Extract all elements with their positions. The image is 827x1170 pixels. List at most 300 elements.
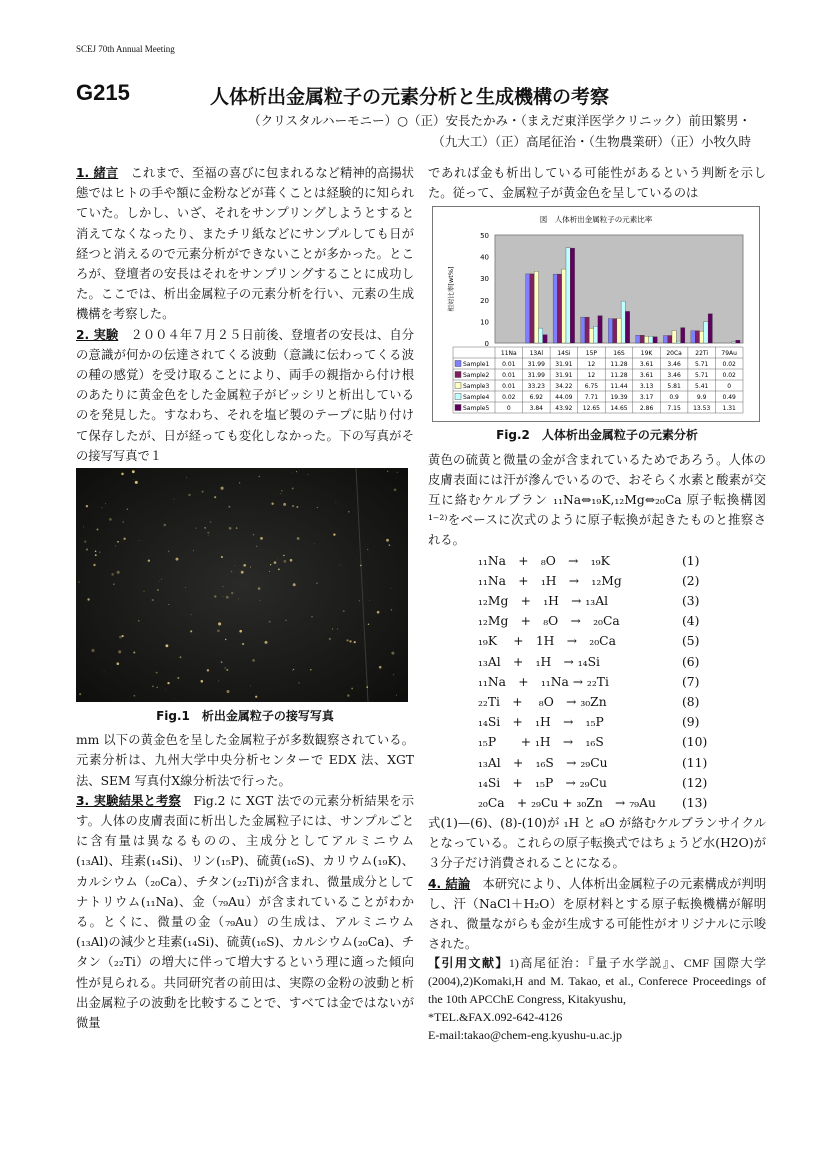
bar bbox=[543, 335, 547, 343]
gold-particle bbox=[242, 643, 244, 645]
gold-particle bbox=[95, 550, 97, 552]
data-label: 31.91 bbox=[555, 361, 573, 369]
gold-particle bbox=[115, 545, 116, 546]
equation-number: (9) bbox=[682, 715, 700, 730]
gold-particle bbox=[280, 493, 281, 494]
bar bbox=[562, 270, 566, 344]
gold-particle bbox=[93, 564, 95, 566]
legend-swatch bbox=[455, 405, 461, 411]
data-label: 6.75 bbox=[584, 383, 599, 391]
email: E-mail:takao@chem-eng.kyushu-u.ac.jp bbox=[428, 1028, 622, 1043]
data-label: 19.39 bbox=[610, 394, 628, 402]
gold-particle bbox=[298, 682, 299, 683]
bar bbox=[695, 331, 699, 343]
references bbox=[428, 954, 766, 1008]
equation-text: ₁₄Si + ₁H → ₁₅P bbox=[478, 715, 604, 730]
gold-particle bbox=[165, 644, 168, 647]
chart-svg bbox=[433, 207, 759, 421]
equations-block bbox=[428, 551, 766, 813]
gold-particle bbox=[269, 571, 270, 572]
data-label: 3.84 bbox=[529, 405, 543, 413]
x-tick-label: 13Al bbox=[529, 350, 544, 358]
gold-particle bbox=[101, 507, 102, 508]
gold-particle bbox=[239, 630, 242, 633]
gold-particle bbox=[159, 581, 160, 582]
fig1-photo bbox=[76, 468, 408, 702]
gold-particle bbox=[119, 636, 122, 639]
gold-particle bbox=[366, 686, 368, 688]
gold-particle bbox=[165, 689, 166, 690]
bar bbox=[557, 275, 561, 344]
gold-particle bbox=[377, 611, 380, 614]
authors-line-2: （九大工）（正）高尾征治・（生物農業研）（正）小牧久時 bbox=[432, 134, 751, 149]
equation-number: (2) bbox=[682, 573, 700, 588]
data-label: 3.61 bbox=[639, 372, 654, 380]
gold-particle bbox=[207, 532, 209, 534]
equation-text: ₂₀Ca + ₂₉Cu + ₃₀Zn → ₇₉Au bbox=[478, 795, 656, 810]
gold-particle bbox=[113, 583, 115, 585]
data-label: 9.9 bbox=[696, 394, 707, 402]
equation-row bbox=[428, 712, 766, 732]
equation-text: ₁₉K + 1H → ₂₀Ca bbox=[478, 634, 616, 649]
bar bbox=[636, 336, 640, 344]
paper-code: G215 bbox=[76, 80, 130, 105]
gold-particle bbox=[79, 693, 81, 695]
gold-particle bbox=[389, 544, 391, 546]
gold-particle bbox=[296, 471, 297, 472]
equation-number: (1) bbox=[682, 553, 700, 568]
authors bbox=[131, 110, 751, 152]
gold-particle bbox=[188, 494, 190, 496]
data-label: 6.92 bbox=[529, 394, 543, 402]
gold-particle bbox=[157, 687, 158, 688]
gold-particle bbox=[335, 502, 336, 503]
equation-number: (12) bbox=[682, 775, 708, 790]
gold-particle bbox=[105, 503, 106, 504]
bar bbox=[566, 248, 570, 343]
equation-text: ₂₂Ti + ₈O → ₃₀Zn bbox=[478, 694, 607, 709]
bar bbox=[585, 318, 589, 344]
gold-particle bbox=[258, 476, 259, 477]
equation-row bbox=[428, 793, 766, 813]
gold-particle bbox=[109, 518, 112, 521]
gold-particle bbox=[343, 610, 345, 612]
gold-particle bbox=[122, 635, 124, 637]
equation-row bbox=[428, 672, 766, 692]
gold-particle bbox=[176, 558, 179, 561]
gold-particle bbox=[218, 680, 219, 681]
gold-particle bbox=[122, 521, 124, 523]
data-label: 3.61 bbox=[639, 361, 654, 369]
data-label: 3.46 bbox=[667, 361, 681, 369]
y-tick-label: 20 bbox=[480, 297, 489, 306]
data-label: 2.86 bbox=[639, 405, 654, 413]
gold-particle bbox=[97, 529, 99, 531]
equation-number: (6) bbox=[682, 654, 700, 669]
bar bbox=[663, 336, 667, 344]
results-text: Fig.2 に XGT 法での元素分析結果を示す。人体の皮膚表面に析出した金属粒子には、サンプルごとに含有量は異なるものの、主成分としてアルミニウム(₁₃Al)、珪素(₁₄Si)、リン(₁₅P)、硫黄(₁₆S)、カリウム(₁₉K)、カルシウム（₂₀Ca）、チタン(₂₂Ti)が含まれ、微量成分としてナトリウム(₁₁Na)、金（₇₉Au）が含まれていることがわかる。とくに、微量の金（₇₉Au）の生成は、アルミニウム(₁₃Al)の減少と珪素(₁₄Si)、硫黄(₁₆S)、カルシウム(₂₀Ca)、チタン（₂₂Ti）の増大に伴って増大するという理に適った傾向性が見られる。共同研究者の前田は、実際の金粉の波動と析出金属粒子の波動を比較することで、すべては金ではないが微量 bbox=[76, 793, 414, 1031]
data-label: 5.71 bbox=[695, 372, 709, 380]
gold-particle bbox=[296, 506, 298, 508]
data-label: 0.02 bbox=[502, 394, 516, 402]
gold-particle bbox=[152, 599, 154, 601]
gold-particle bbox=[204, 527, 205, 528]
equation-text: ₁₃Al + ₁₆S → ₂₉Cu bbox=[478, 755, 608, 770]
right-text-2: 黄色の硫黄と微量の金が含まれているためであろう。人体の皮膚表面には汗が滲んでいるので、おそらく水素と酸素が交互に絡むケルブラン ₁₁Na⇔₁₉K,₁₂Mg⇔₂₀Ca 原子転換構図 ¹⁻²⁾をベースに次式のように原子転換が起きたものと推察される。 bbox=[428, 452, 766, 548]
gold-particle bbox=[186, 477, 187, 478]
y-tick-label: 50 bbox=[480, 232, 489, 241]
data-label: 34.22 bbox=[555, 383, 573, 391]
data-label: 7.71 bbox=[584, 394, 599, 402]
gold-particle bbox=[379, 666, 382, 669]
gold-particle bbox=[252, 659, 255, 662]
gold-particle bbox=[369, 600, 370, 601]
gold-particle bbox=[270, 564, 271, 565]
gold-particle bbox=[391, 652, 394, 655]
bar bbox=[653, 337, 657, 343]
equation-number: (13) bbox=[682, 795, 708, 810]
y-axis-label: 相対比率[wt%] bbox=[447, 266, 455, 312]
intro-heading: 1. 緒言 bbox=[76, 166, 119, 180]
gold-particle bbox=[84, 541, 86, 543]
data-label: 0.01 bbox=[502, 361, 516, 369]
gold-particle bbox=[180, 656, 182, 658]
gold-particle bbox=[229, 527, 232, 530]
equation-number: (7) bbox=[682, 674, 700, 689]
equation-row bbox=[428, 652, 766, 672]
data-label: 31.99 bbox=[527, 372, 545, 380]
y-tick-label: 10 bbox=[480, 318, 489, 327]
bar bbox=[700, 332, 704, 344]
bar bbox=[691, 331, 695, 343]
legend-label: Sample4 bbox=[463, 394, 490, 402]
meeting-name: SCEJ 70th Annual Meeting bbox=[76, 44, 175, 54]
data-label: 1.31 bbox=[722, 405, 736, 413]
equation-text: ₁₁Na + ₈O → ₁₉K bbox=[478, 553, 610, 568]
bar bbox=[539, 329, 543, 344]
bar bbox=[731, 342, 735, 343]
left-column bbox=[76, 163, 414, 1033]
data-label: 33.23 bbox=[527, 383, 545, 391]
data-label: 11.28 bbox=[610, 372, 628, 380]
tel-fax: *TEL.&FAX.092-642-4126 bbox=[428, 1010, 563, 1025]
gold-particle bbox=[225, 639, 226, 640]
y-tick-label: 30 bbox=[480, 275, 489, 284]
bar bbox=[608, 319, 612, 343]
conclusion-text: 本研究により、人体析出金属粒子の元素構成が判明し、汗（NaCl＋H₂O）を原材料とする原子転換機構が解明され、微量ながらも金が生成する可能性がオリジナルに示唆された。 bbox=[428, 876, 766, 952]
data-label: 0.02 bbox=[722, 361, 736, 369]
gold-particle bbox=[161, 579, 162, 580]
gold-particle bbox=[177, 677, 179, 679]
intro-paragraph bbox=[76, 163, 414, 325]
gold-particle bbox=[78, 581, 80, 583]
gold-particle bbox=[99, 552, 100, 553]
legend-swatch bbox=[455, 383, 461, 389]
equation-number: (3) bbox=[682, 594, 700, 608]
gold-particle bbox=[227, 690, 230, 693]
gold-particle bbox=[397, 472, 398, 473]
bar bbox=[621, 302, 625, 344]
gold-particle bbox=[265, 641, 268, 644]
gold-particle bbox=[347, 694, 350, 697]
x-tick-label: 19K bbox=[640, 350, 653, 358]
experiment-heading: 2. 実験 bbox=[76, 327, 119, 342]
gold-particle bbox=[258, 587, 261, 590]
x-tick-label: 22Ti bbox=[695, 350, 709, 358]
gold-particle bbox=[167, 682, 169, 684]
gold-particle bbox=[221, 661, 223, 663]
gold-particle bbox=[201, 680, 204, 683]
gold-particle bbox=[271, 503, 273, 505]
gold-particle bbox=[310, 669, 312, 671]
data-label: 11.28 bbox=[610, 361, 628, 369]
gold-particle bbox=[83, 526, 84, 527]
equation-number: (4) bbox=[682, 614, 700, 629]
gold-particle bbox=[285, 620, 286, 621]
legend-label: Sample5 bbox=[463, 405, 490, 413]
gold-particle bbox=[260, 537, 263, 540]
gold-particle bbox=[339, 565, 340, 566]
references-text: 1)高尾征治：『量子水学説』、CMF 国際大学(2004),2)Komaki,H and M. Takao, et al., Conferece Proceedings of the 10th APCChE Congress, Kitakyushu, bbox=[428, 956, 766, 1007]
experiment-paragraph bbox=[76, 325, 414, 466]
gold-particle bbox=[367, 549, 368, 550]
bar bbox=[668, 336, 672, 344]
bar bbox=[676, 342, 680, 344]
bar bbox=[534, 272, 538, 344]
equation-number: (10) bbox=[682, 735, 708, 750]
gold-particle bbox=[134, 695, 136, 697]
gold-particle bbox=[116, 662, 119, 665]
data-label: 11.44 bbox=[610, 383, 628, 391]
results-paragraph bbox=[76, 791, 414, 1033]
chart-title: 図 人体析出金属粒子の元素比率 bbox=[539, 215, 653, 225]
legend-swatch bbox=[455, 394, 461, 400]
x-tick-label: 20Ca bbox=[666, 350, 682, 358]
gold-particle bbox=[238, 598, 239, 599]
equation-text: ₁₄Si + ₁₅P → ₂₉Cu bbox=[478, 775, 607, 790]
gold-particle bbox=[174, 499, 175, 500]
gold-particle bbox=[221, 556, 223, 558]
data-label: 12 bbox=[587, 372, 596, 380]
gold-particle bbox=[157, 589, 159, 591]
gold-particle bbox=[191, 614, 192, 615]
equation-text: ₁₁Na + ₁₁Na → ₂₂Ti bbox=[478, 674, 609, 689]
gold-particle bbox=[111, 573, 114, 576]
gold-particle bbox=[214, 595, 216, 597]
gold-particle bbox=[164, 524, 167, 527]
gold-particle bbox=[104, 672, 105, 673]
gold-particle bbox=[226, 596, 229, 599]
gold-particle bbox=[91, 649, 94, 652]
data-label: 44.09 bbox=[555, 394, 573, 402]
gold-particle bbox=[86, 548, 88, 550]
equation-number: (11) bbox=[682, 755, 708, 770]
gold-particle bbox=[332, 628, 333, 629]
y-tick-label: 0 bbox=[484, 340, 489, 349]
gold-particle bbox=[291, 473, 292, 474]
gold-particle bbox=[290, 559, 293, 562]
gold-particle bbox=[278, 569, 280, 571]
gold-particle bbox=[348, 511, 350, 513]
gold-particle bbox=[208, 535, 209, 536]
gold-particle bbox=[317, 507, 318, 508]
gold-particle bbox=[133, 479, 134, 480]
equation-text: ₁₁Na + ₁H → ₁₂Mg bbox=[478, 573, 622, 588]
bar bbox=[613, 319, 617, 343]
gold-particle bbox=[193, 550, 194, 551]
data-label: 3.17 bbox=[639, 394, 654, 402]
bar bbox=[530, 274, 534, 343]
gold-particle bbox=[281, 490, 283, 492]
gold-particle bbox=[354, 641, 356, 643]
data-label: 31.91 bbox=[555, 372, 573, 380]
gold-particle bbox=[277, 558, 278, 559]
gold-particle bbox=[292, 505, 294, 507]
gold-particle bbox=[224, 667, 226, 669]
equation-row bbox=[428, 692, 766, 712]
gold-particle bbox=[118, 650, 121, 653]
gold-particle bbox=[337, 629, 338, 630]
gold-particle bbox=[190, 630, 192, 632]
gold-particle bbox=[284, 560, 287, 563]
gold-particle bbox=[143, 591, 144, 592]
gold-particle bbox=[223, 596, 224, 597]
gold-particle bbox=[386, 539, 389, 542]
equation-text: ₁₅P + ₁H → ₁₆S bbox=[478, 735, 604, 750]
gold-particle bbox=[333, 533, 335, 535]
data-label: 7.15 bbox=[667, 405, 681, 413]
data-label: 0 bbox=[727, 383, 732, 391]
data-label: 0.49 bbox=[722, 394, 736, 402]
gold-particle bbox=[243, 564, 246, 567]
intro-text: これまで、至福の喜びに包まれるなど精神的高揚状態ではヒトの手や額に金粉などが葺くことは経験的に知られていた。しかし、いざ、それをサンプリングしようとすると消えてなくなったり、またチリ紙などにサンプルしても日が経つと消えるので元素分析ができないことが多かった。ところが、登壇者の安長はそれをサンプリングすることに成功した。ここでは、析出金属粒子の元素分析を行い、元素の生成機構を考察した。 bbox=[76, 166, 414, 322]
gold-particle bbox=[226, 669, 228, 671]
equation-row bbox=[428, 611, 766, 631]
x-tick-label: 16S bbox=[613, 350, 625, 358]
bar bbox=[736, 341, 740, 344]
data-label: 0.9 bbox=[669, 394, 679, 402]
bar bbox=[644, 337, 648, 344]
gold-particle bbox=[241, 571, 244, 574]
data-label: 5.41 bbox=[695, 383, 709, 391]
gold-particle bbox=[269, 621, 271, 623]
gold-particle bbox=[123, 538, 125, 540]
gold-particle bbox=[210, 521, 212, 523]
legend-swatch bbox=[455, 361, 461, 367]
gold-particle bbox=[86, 505, 88, 507]
gold-particle bbox=[207, 669, 209, 671]
authors-line-1: （クリスタルハーモニー）○（正）安長たかみ・（まえだ東洋医学クリニック）前田繁男・ bbox=[248, 113, 751, 128]
experiment-paragraph-2: mm 以下の黄金色を呈した金属粒子が多数観察されている。元素分析は、九州大学中央分析センターで EDX 法、XGT 法、SEM 写真付X線分析法で行った。 bbox=[76, 733, 414, 788]
gold-particle bbox=[228, 506, 230, 508]
equation-text: ₁₂Mg + ₈O → ₂₀Ca bbox=[478, 614, 620, 629]
gold-particle bbox=[231, 571, 233, 573]
gold-particle bbox=[314, 544, 315, 545]
gold-particle bbox=[390, 588, 391, 589]
bar bbox=[589, 329, 593, 344]
gold-particle bbox=[95, 554, 97, 556]
experiment-text: ２００４年７月２５日前後、登壇者の安長は、自分の意識が何かの伝達されてくる波動（意識に伝わってくる波の種の感覚）を受け取ることにより、両手の親指から付け根のあたりに黄金色をした金属粒子がビッシリと析出しているのを発見した。すなわち、それを塩ビ製のテープに貼り付けて保存したが、日が経っても変化しなかった。下の写真がその接写写真で１ bbox=[76, 327, 414, 463]
gold-particle bbox=[308, 474, 309, 475]
bar bbox=[708, 314, 712, 343]
fig1-caption: Fig.1 析出金属粒子の接写写真 bbox=[156, 709, 334, 724]
bar bbox=[581, 318, 585, 344]
data-label: 12 bbox=[587, 361, 596, 369]
data-label: 13.53 bbox=[693, 405, 711, 413]
equation-row bbox=[428, 732, 766, 752]
gold-particle bbox=[259, 600, 260, 601]
data-label: 0.02 bbox=[722, 372, 736, 380]
gold-particle bbox=[391, 609, 392, 610]
bar bbox=[640, 336, 644, 344]
gold-particle bbox=[135, 481, 138, 484]
gold-particle bbox=[218, 622, 221, 625]
data-label: 43.92 bbox=[555, 405, 573, 413]
legend-label: Sample1 bbox=[463, 361, 490, 369]
gold-particle bbox=[214, 496, 216, 498]
gold-particle bbox=[274, 561, 277, 564]
right-text-3: 式(1)—(6)、(8)-(10)が ₁H と ₈O が絡むケルブランサイクルとなっている。これらの原子転換式ではちょうど水(H2O)が３分子だけ消費されることになる。 bbox=[428, 816, 766, 871]
gold-particle bbox=[316, 583, 317, 584]
gold-particle bbox=[87, 598, 89, 600]
gold-particle bbox=[156, 672, 158, 674]
page-title: 人体析出金属粒子の元素分析と生成機構の考察 bbox=[210, 86, 610, 108]
data-label: 12.65 bbox=[582, 405, 600, 413]
right-column bbox=[428, 163, 766, 1044]
equation-row bbox=[428, 753, 766, 773]
gold-particle bbox=[283, 555, 284, 556]
gold-particle bbox=[221, 487, 224, 490]
legend-label: Sample3 bbox=[463, 383, 490, 391]
data-label: 0 bbox=[506, 405, 511, 413]
equation-row bbox=[428, 631, 766, 651]
bar bbox=[598, 316, 602, 343]
conclusion-paragraph bbox=[428, 874, 766, 955]
bar bbox=[681, 328, 685, 343]
gold-particle bbox=[236, 527, 238, 529]
references-heading: 【引用文献】 bbox=[428, 956, 509, 971]
gold-particle bbox=[174, 698, 175, 699]
gold-particle bbox=[255, 696, 257, 698]
gold-particle bbox=[292, 488, 294, 490]
y-tick-label: 40 bbox=[480, 254, 489, 263]
gold-particle bbox=[202, 491, 204, 493]
equation-number: (8) bbox=[682, 694, 700, 709]
gold-particle bbox=[329, 638, 331, 640]
bar bbox=[625, 312, 629, 344]
gold-particle bbox=[359, 600, 360, 601]
gold-particle bbox=[234, 565, 235, 566]
bar bbox=[553, 275, 557, 344]
gold-particle bbox=[293, 583, 296, 586]
gold-particle bbox=[121, 473, 124, 476]
gold-particle bbox=[168, 604, 169, 605]
gold-particle bbox=[117, 571, 120, 574]
gold-particle bbox=[368, 623, 370, 625]
right-text-1: であれば金も析出している可能性があるという判断を示した。従って、金属粒子が黄金色を呈しているのは bbox=[428, 166, 766, 201]
legend-label: Sample2 bbox=[463, 372, 490, 380]
bar bbox=[704, 322, 708, 343]
gold-particle bbox=[297, 537, 300, 540]
equation-row bbox=[428, 551, 766, 571]
gold-particle bbox=[293, 669, 294, 670]
gold-particle bbox=[396, 695, 397, 696]
gold-particle bbox=[250, 567, 251, 568]
data-label: 3.13 bbox=[639, 383, 654, 391]
x-tick-label: 15P bbox=[585, 350, 598, 358]
gold-particle bbox=[139, 540, 140, 541]
bar bbox=[617, 319, 621, 344]
